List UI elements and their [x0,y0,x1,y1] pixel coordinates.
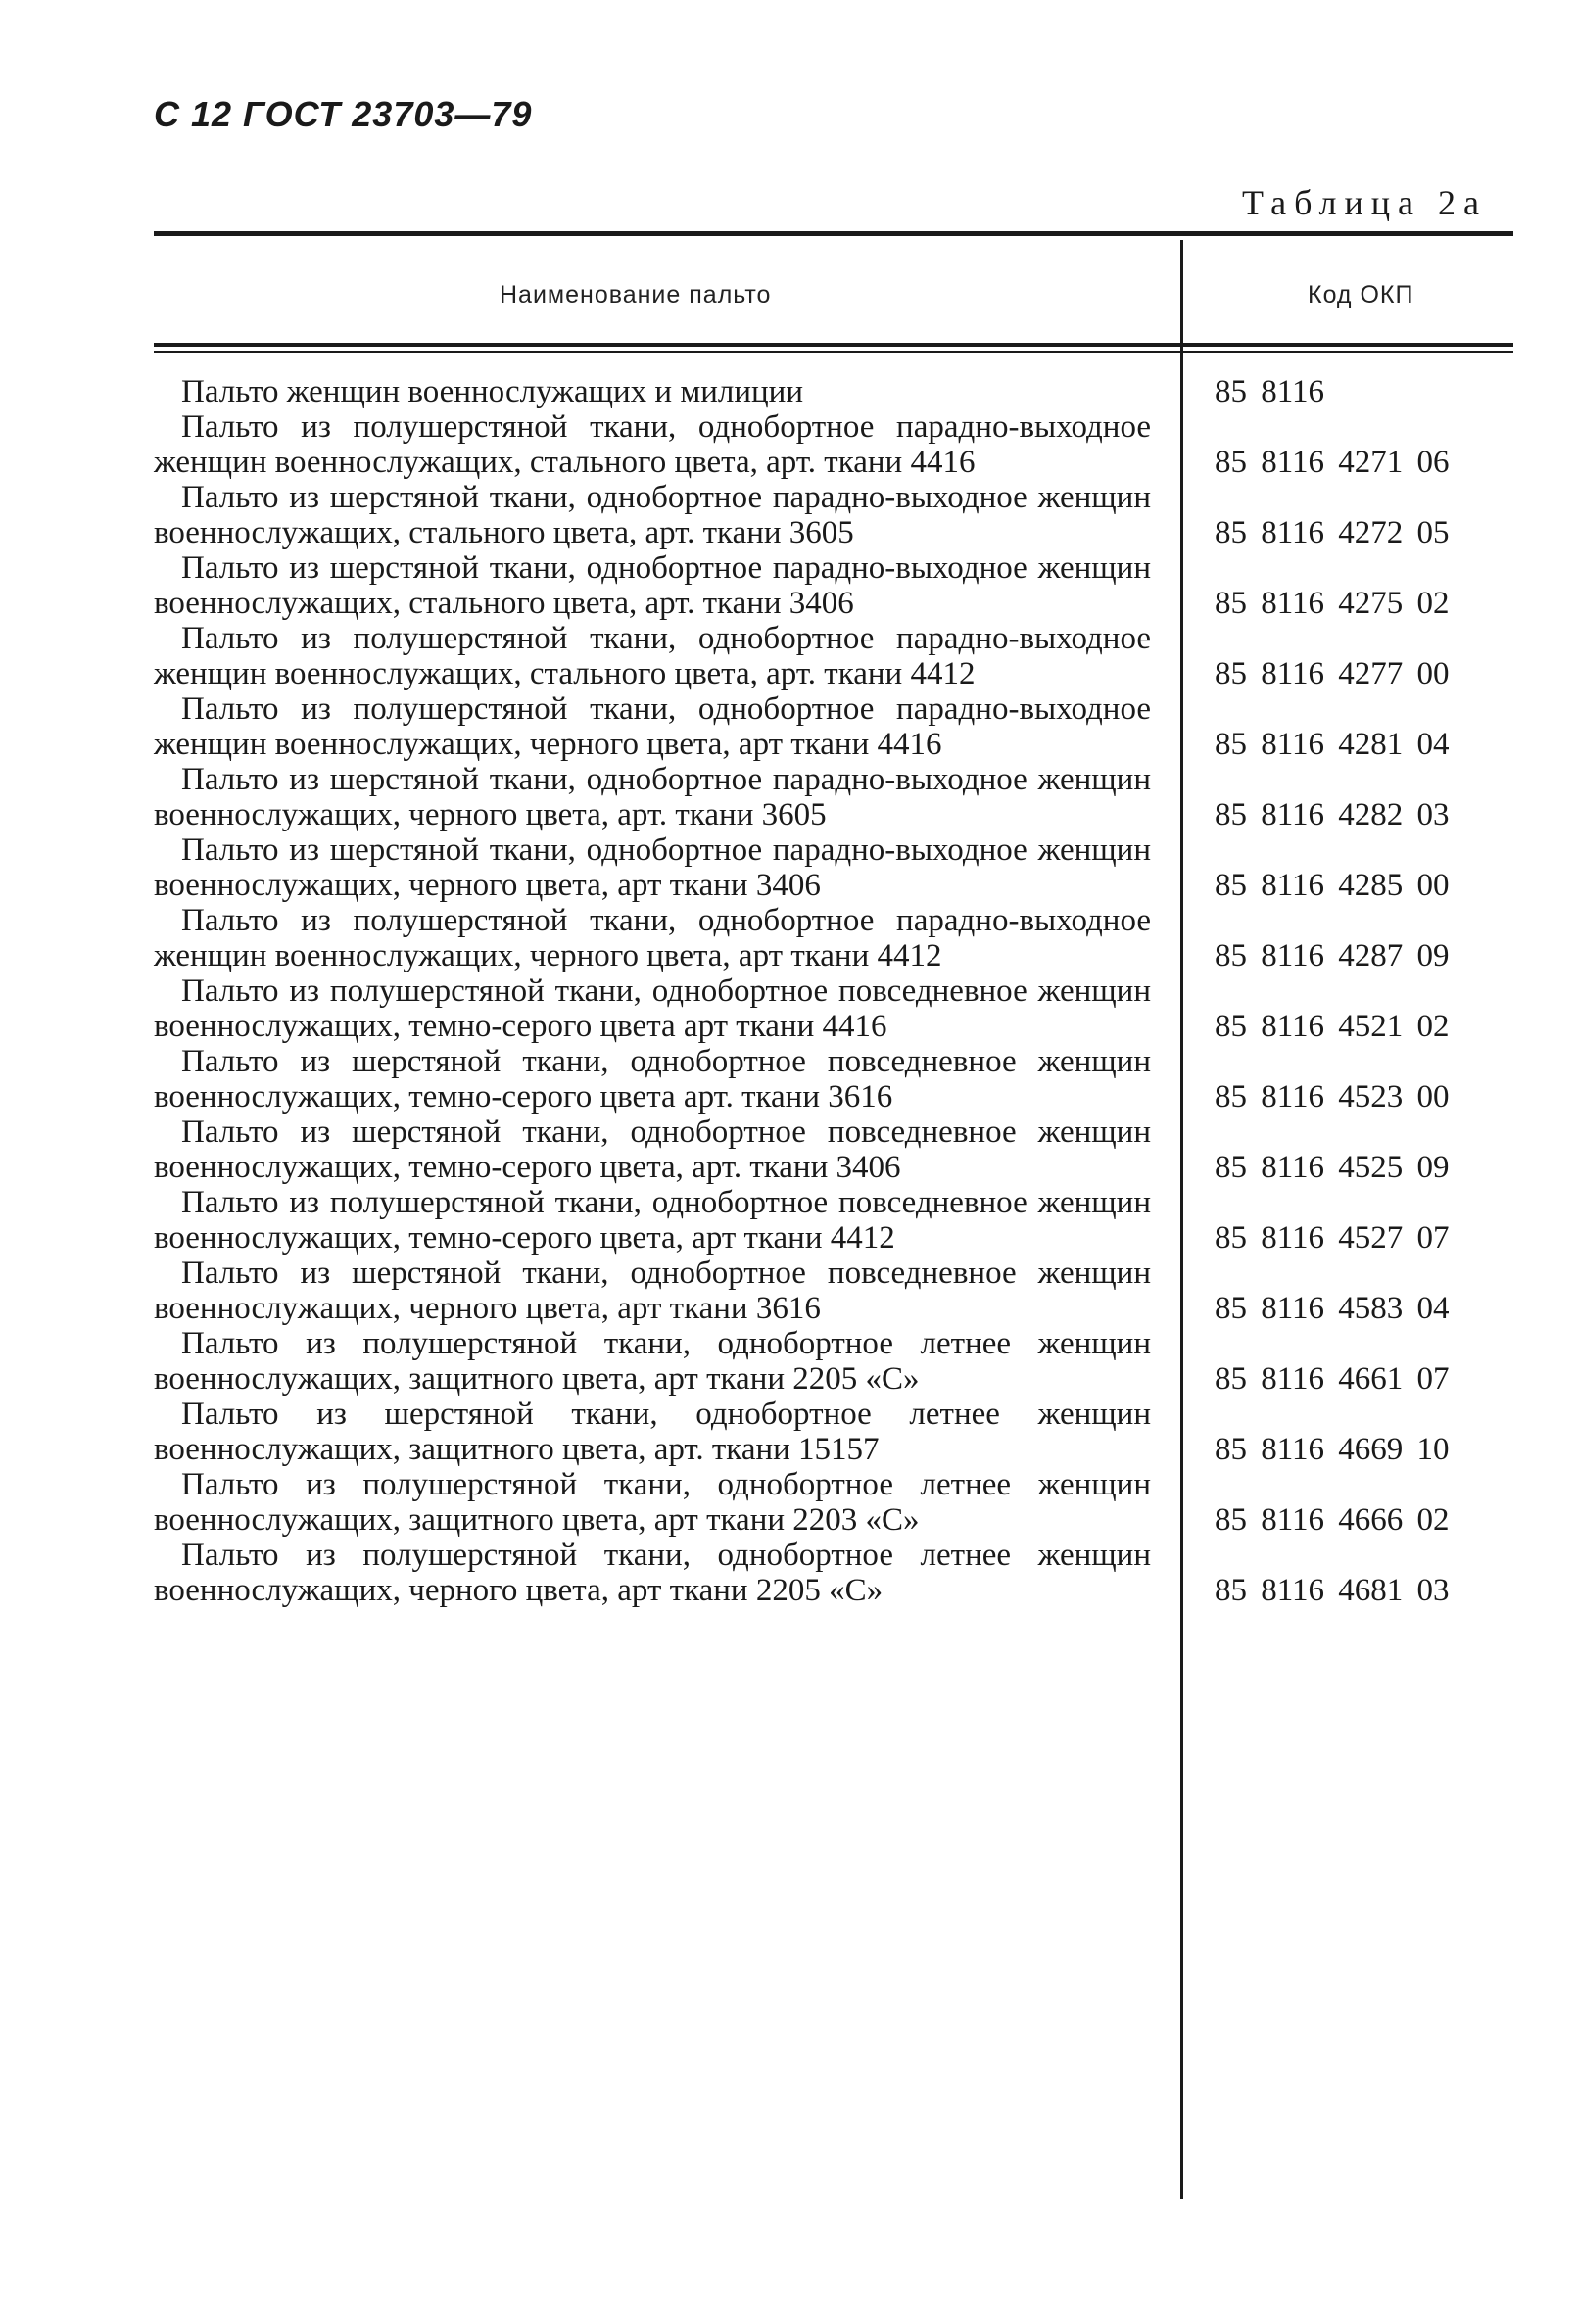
okp-code-cell: 85 8116 4275 02 [1215,586,1450,621]
table-row [0,480,1577,550]
okp-code-cell: 85 8116 [1215,374,1325,409]
okp-code-cell: 85 8116 4661 07 [1215,1361,1450,1397]
okp-code-cell: 85 8116 4521 02 [1215,1009,1450,1044]
coat-name-cell: Пальто из шерстяной ткани, однобортное повседневное женщин военнослужащих, черного цвета, арт ткани 3616 [154,1256,1151,1326]
table-row [0,1397,1577,1467]
okp-code-cell: 85 8116 4525 09 [1215,1150,1450,1185]
table-row [0,1115,1577,1185]
coat-name-cell: Пальто из шерстяной ткани, однобортное летнее женщин военнослужащих, защитного цвета, арт. ткани 15157 [154,1397,1151,1467]
okp-code-cell: 85 8116 4282 03 [1215,797,1450,832]
coat-name-cell: Пальто из полушерстяной ткани, однобортное летнее женщин военнослужащих, защитного цвета, арт ткани 2203 «С» [154,1467,1151,1538]
running-header: С 12 ГОСТ 23703—79 [154,94,533,134]
table-row [0,1185,1577,1256]
okp-code-cell: 85 8116 4285 00 [1215,868,1450,903]
coat-name-cell: Пальто из полушерстяной ткани, однобортное летнее женщин военнослужащих, черного цвета, арт ткани 2205 «С» [154,1538,1151,1608]
table-row [0,903,1577,973]
okp-code-cell: 85 8116 4271 06 [1215,445,1450,480]
table-row [0,762,1577,832]
okp-code-cell: 85 8116 4281 04 [1215,727,1450,762]
okp-code-cell: 85 8116 4583 04 [1215,1291,1450,1326]
table-row [0,691,1577,762]
okp-code-cell: 85 8116 4272 05 [1215,515,1450,550]
column-header-code: Код ОКП [1308,281,1414,308]
okp-code-cell: 85 8116 4287 09 [1215,938,1450,973]
coat-name-cell: Пальто из полушерстяной ткани, однобортное повседневное женщин военнослужащих, темно-серого цвета, арт ткани 4412 [154,1185,1151,1256]
coat-name-cell: Пальто из шерстяной ткани, однобортное парадно-выходное женщин военнослужащих, стального цвета, арт. ткани 3406 [154,550,1151,621]
coat-name-cell: Пальто женщин военнослужащих и милиции [181,374,803,409]
table-row [0,1467,1577,1538]
coat-name-cell: Пальто из шерстяной ткани, однобортное парадно-выходное женщин военнослужащих, стального цвета, арт. ткани 3605 [154,480,1151,550]
okp-code-cell: 85 8116 4681 03 [1215,1573,1450,1608]
table-row [0,621,1577,691]
coat-name-cell: Пальто из полушерстяной ткани, однобортное парадно-выходное женщин военнослужащих, черного цвета, арт ткани 4412 [154,903,1151,973]
coat-name-cell: Пальто из полушерстяной ткани, однобортное парадно-выходное женщин военнослужащих, стального цвета, арт. ткани 4412 [154,621,1151,691]
table-row [0,1256,1577,1326]
okp-code-cell: 85 8116 4277 00 [1215,656,1450,691]
table-row [0,1326,1577,1397]
okp-code-cell: 85 8116 4527 07 [1215,1220,1450,1256]
coat-name-cell: Пальто из полушерстяной ткани, однобортное парадно-выходное женщин военнослужащих, стального цвета, арт. ткани 4416 [154,409,1151,480]
table-row [0,1538,1577,1608]
table-row [0,550,1577,621]
coat-name-cell: Пальто из шерстяной ткани, однобортное повседневное женщин военнослужащих, темно-серого цвета арт. ткани 3616 [154,1044,1151,1115]
table-body [0,374,1577,1608]
table-caption: Таблица 2а [1242,183,1487,222]
table-row [0,973,1577,1044]
table-row [0,1044,1577,1115]
coat-name-cell: Пальто из шерстяной ткани, однобортное парадно-выходное женщин военнослужащих, черного цвета, арт ткани 3406 [154,832,1151,903]
okp-code-cell: 85 8116 4666 02 [1215,1502,1450,1538]
coat-name-cell: Пальто из полушерстяной ткани, однобортное повседневное женщин военнослужащих, темно-серого цвета арт ткани 4416 [154,973,1151,1044]
table-row [0,832,1577,903]
okp-code-cell: 85 8116 4669 10 [1215,1432,1450,1467]
table-top-rule [154,231,1513,236]
okp-code-cell: 85 8116 4523 00 [1215,1079,1450,1115]
coat-name-cell: Пальто из шерстяной ткани, однобортное повседневное женщин военнослужащих, темно-серого цвета, арт. ткани 3406 [154,1115,1151,1185]
table-header-rule-second [154,351,1513,353]
coat-name-cell: Пальто из полушерстяной ткани, однобортное парадно-выходное женщин военнослужащих, черного цвета, арт ткани 4416 [154,691,1151,762]
table-row [0,409,1577,480]
column-header-name: Наименование пальто [500,281,772,308]
coat-name-cell: Пальто из полушерстяной ткани, однобортное летнее женщин военнослужащих, защитного цвета, арт ткани 2205 «С» [154,1326,1151,1397]
table-row [0,374,1577,409]
table-header-rule [154,343,1513,347]
coat-name-cell: Пальто из шерстяной ткани, однобортное парадно-выходное женщин военнослужащих, черного цвета, арт. ткани 3605 [154,762,1151,832]
